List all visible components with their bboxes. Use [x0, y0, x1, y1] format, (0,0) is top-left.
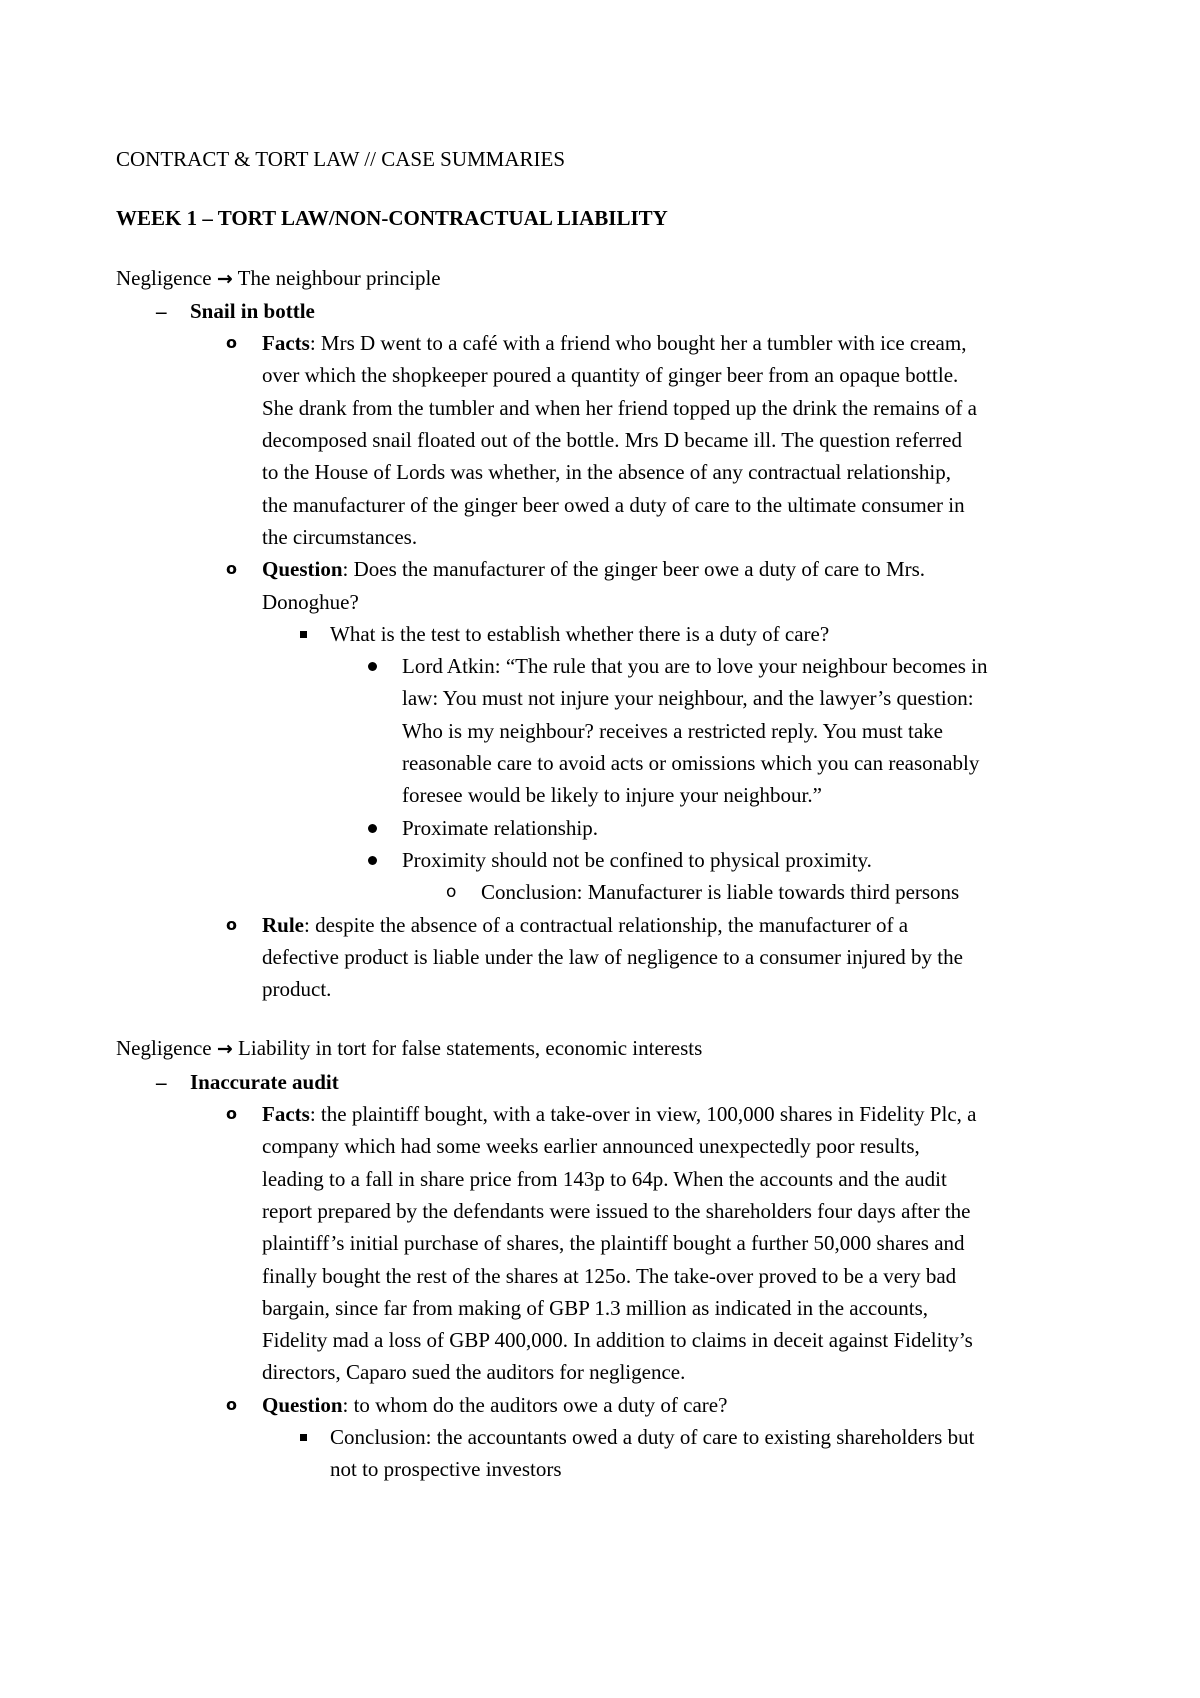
document-title: CONTRACT & TORT LAW // CASE SUMMARIES	[116, 147, 566, 171]
circle-bullet-icon: o	[226, 1104, 237, 1124]
conclusion-text-line: not to prospective investors	[330, 1457, 562, 1482]
square-bullet-icon	[300, 631, 307, 638]
rule-text-line: defective product is liable under the law of negligence to a consumer injured by the	[262, 944, 963, 969]
topic-line: Negligence → Liability in tort for false statements, economic interests	[116, 1036, 703, 1061]
atkin-text-line: reasonable care to avoid acts or omissions which you can reasonably	[402, 751, 980, 776]
atkin-text-line: Who is my neighbour? receives a restricted reply. You must take	[402, 718, 943, 743]
dash-bullet-icon: –	[156, 1069, 167, 1094]
dot-bullet-icon	[368, 824, 377, 833]
facts-text-line: Fidelity mad a loss of GBP 400,000. In addition to claims in deceit against Fidelity’s	[262, 1328, 973, 1353]
proximity-item: Proximity should not be confined to physical proximity.	[116, 844, 1101, 876]
dot-bullet-icon	[368, 662, 377, 671]
facts-text-line: company which had some weeks earlier announced unexpectedly poor results,	[262, 1134, 920, 1159]
week-heading: WEEK 1 – TORT LAW/NON-CONTRACTUAL LIABILITY	[116, 206, 668, 231]
question-text-line: Donoghue?	[262, 589, 359, 614]
facts-text-line: the manufacturer of the ginger beer owed a duty of care to the ultimate consumer in	[262, 492, 965, 517]
conclusion-item: Conclusion: the accountants owed a duty of care to existing shareholders but	[116, 1421, 1101, 1453]
test-item: What is the test to establish whether there is a duty of care?	[116, 618, 1101, 650]
facts-text-line: directors, Caparo sued the auditors for negligence.	[262, 1360, 686, 1385]
facts-text-line: bargain, since far from making of GBP 1.3 million as indicated in the accounts,	[262, 1295, 929, 1320]
rule-text-line: product.	[262, 977, 332, 1002]
dash-bullet-icon: –	[156, 298, 167, 323]
circle-bullet-icon: o	[226, 1394, 237, 1414]
facts-text-line: over which the shopkeeper poured a quantity of ginger beer from an opaque bottle.	[262, 363, 959, 388]
facts-text-line: leading to a fall in share price from 143p to 64p. When the accounts and the audit	[262, 1166, 947, 1191]
atkin-text-line: foresee would be likely to injure your neighbour.”	[402, 783, 822, 808]
arrow-right-icon: →	[216, 267, 233, 290]
rule-item: o Rule: despite the absence of a contractual relationship, the manufacturer of a	[116, 909, 1101, 941]
question-item: o Question: to whom do the auditors owe a duty of care?	[116, 1389, 1101, 1421]
atkin-text-line: law: You must not injure your neighbour, and the lawyer’s question:	[402, 686, 974, 711]
atkin-item: Lord Atkin: “The rule that you are to love your neighbour becomes in	[116, 650, 1101, 682]
ring-bullet-icon: o	[446, 882, 457, 903]
facts-item: o Facts: the plaintiff bought, with a take-over in view, 100,000 shares in Fidelity Plc, a	[116, 1098, 1101, 1130]
facts-text-line: decomposed snail floated out of the bottle. Mrs D became ill. The question referred	[262, 428, 962, 453]
topic-line: Negligence → The neighbour principle	[116, 265, 441, 290]
square-bullet-icon	[300, 1434, 307, 1441]
conclusion-item: o Conclusion: Manufacturer is liable towards third persons	[116, 876, 1101, 908]
facts-text-line: finally bought the rest of the shares at 125o. The take-over proved to be a very bad	[262, 1263, 957, 1288]
circle-bullet-icon: o	[226, 559, 237, 579]
facts-text-line: the circumstances.	[262, 524, 418, 549]
arrow-right-icon: →	[216, 1038, 233, 1061]
case-title: – Inaccurate audit	[116, 1066, 1101, 1098]
facts-text-line: report prepared by the defendants were issued to the shareholders four days after the	[262, 1198, 971, 1223]
case-title: – Snail in bottle	[116, 295, 1101, 327]
dot-bullet-icon	[368, 856, 377, 865]
facts-text-line: plaintiff’s initial purchase of shares, the plaintiff bought a further 50,000 shares and	[262, 1231, 965, 1256]
circle-bullet-icon: o	[226, 333, 237, 353]
facts-item: o Facts: Mrs D went to a café with a friend who bought her a tumbler with ice cream,	[116, 327, 1101, 359]
circle-bullet-icon: o	[226, 914, 237, 934]
facts-text-line: to the House of Lords was whether, in the absence of any contractual relationship,	[262, 460, 952, 485]
proximate-item: Proximate relationship.	[116, 812, 1101, 844]
document-content	[116, 143, 1101, 1486]
facts-text-line: She drank from the tumbler and when her friend topped up the drink the remains of a	[262, 395, 977, 420]
question-item: o Question: Does the manufacturer of the ginger beer owe a duty of care to Mrs.	[116, 553, 1101, 585]
